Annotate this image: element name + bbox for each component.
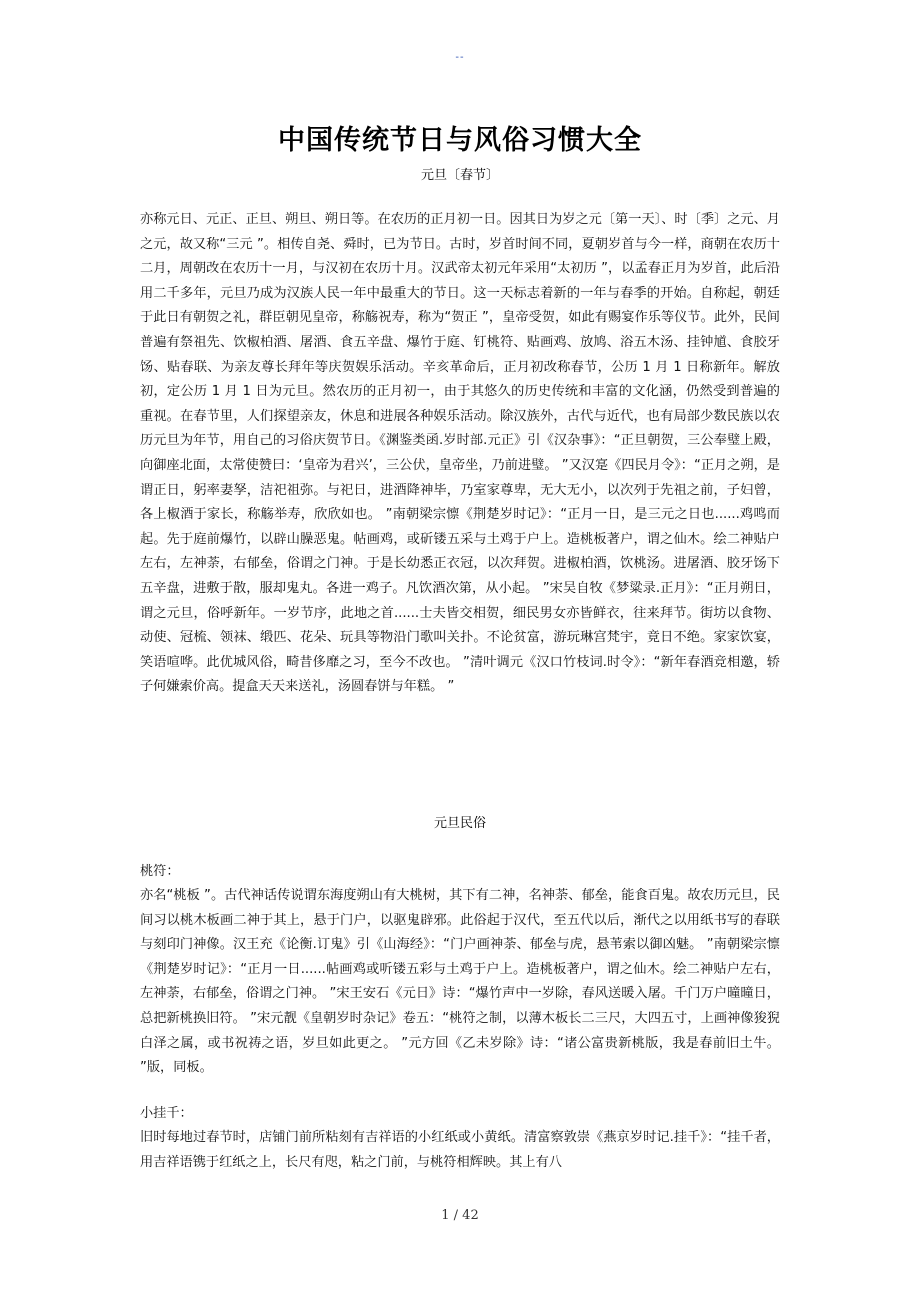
taofu-paragraph: 亦名“桃板 ”。古代神话传说谓东海度朔山有大桃树，其下有二神，名神荼、郁垒，能食百鬼。故农历元旦，民间习以桃木板画二神于其上，悬于门户，以驱鬼辟邪。此俗起于汉代，至五代以后，渐代之以用纸书写的春联与刻印门神像。汉王充《论衡.订鬼》引《山海经》：“门户画神荼、郁垒与虎，悬苇索以御凶魅。 ”南朝梁宗懔《荆楚岁时记》：“正月一日......帖画鸡或听镂五彩与土鸡于户上。造桃板著户，谓之仙木。绘二神贴户左右，左神荼，右郁垒，俗谓之门神。 ”宋王安石《元日》诗：“爆竹声中一岁除，春风送暖入屠。千门万户曈曈日，总把新桃换旧符。 ”宋元靓《皇朝岁时杂记》卷五：“桃符之制，以薄木板长二三尺，大四五寸，上画神像狻猊白泽之属，或书祝祷之语，岁旦如此更之。 ”元方回《乙未岁除》诗：“诸公富贵新桃版，我是春前旧土牛。 ”版，同板。 [140,888,780,1076]
taofu-label: 桃符： [140,864,180,879]
guaqian-paragraph: 旧时每地过春节时，店铺门前所粘刻有吉祥语的小红纸或小黄纸。清富察敦崇《燕京岁时记.挂千》：“挂千者，用吉祥语镌于红纸之上，长尺有咫，粘之门前，与桃符相辉映。其上有八 [140,1130,780,1170]
page-number: 1 / 42 [441,1208,479,1223]
document-subtitle: 元旦〔春节〕 [420,168,499,183]
guaqian-label: 小挂千： [140,1106,193,1121]
section-heading: 元旦民俗 [433,816,486,831]
document-title: 中国传统节日与风俗习惯大全 [278,125,642,156]
header-mark: -- [455,52,465,63]
intro-paragraph: 亦称元日、元正、正旦、朔旦、朔日等。在农历的正月初一日。因其日为岁之元〔第一天〕、时〔季〕之元、月之元，故又称“三元 ”。相传自尧、舜时，已为节日。古时，岁首时间不同，夏朝岁首与今一样，商朝在农历十二月，周朝改在农历十一月，与汉初在农历十月。汉武帝太初元年采用“太初历 ”，以孟春正月为岁首，此后沿用二千多年，元旦乃成为汉族人民一年中最重大的节日。这一天标志着新的一年与春季的开始。自称起，朝廷于此日有朝贺之礼，群臣朝见皇帝，称觞祝寿，称为“贺正 ”，皇帝受贺，如此有赐宴作乐等仪节。此外，民间普遍有祭祖先、饮椒柏酒、屠酒、食五辛盘、爆竹于庭、钉桃符、贴画鸡、放鸠、浴五木汤、挂钟馗、食胶牙饧、贴春联、为亲友尊长拜年等庆贺娱乐活动。辛亥革命后，正月初改称春节，公历 1 月 1 日称新年。解放初，定公历 1 月 1 日为元旦。然农历的正月初一，由于其悠久的历史传统和丰富的文化涵，仍然受到普遍的重视。在春节里，人们探望亲友，休息和进展各种娱乐活动。除汉族外，古代与近代，也有局部少数民族以农历元旦为年节，用自己的习俗庆贺节日。《渊鉴类函.岁时部.元正》引《汉杂事》：“正旦朝贺，三公奉璧上殿，向御座北面，太常使赞曰：‘皇帝为君兴’，三公伏，皇帝坐，乃前进璧。 ”又汉寔《四民月令》：“正月之朔，是谓正日，躬率妻孥，洁祀祖弥。与祀日，进酒降神毕，乃室家尊卑，无大无小，以次列于先祖之前，子妇曾，各上椒酒于家长，称觞举寿，欣欣如也。 ”南朝梁宗懔《荆楚岁时记》：“正月一日，是三元之日也......鸡鸣而起。先于庭前爆竹，以辟山臊恶鬼。帖画鸡，或斫镂五采与土鸡于户上。造桃板著户，谓之仙木。绘二神贴户左右，左神荼，右郁垒，俗谓之门神。于是长幼悉正衣冠，以次拜贺。进椒柏酒，饮桃汤。进屠酒、胶牙饧下五辛盘，进敷于散，服却鬼丸。各进一鸡子。凡饮酒次第，从小起。 ”宋吴自牧《梦粱录.正月》：“正月朔日，谓之元旦，俗呼新年。一岁节序，此地之首......士夫皆交相贺，细民男女亦皆鲜衣，往来拜节。街坊以食物、动使、冠梳、领袜、缎匹、花朵、玩具等物沿门歌叫关扑。不论贫富，游玩琳宫梵宇，竟日不绝。家家饮宴，笑语喧哗。此优城风俗，畸昔侈靡之习，至今不改也。 ”清叶调元《汉口竹枝词.时令》：“新年春酒竞相邀，轿子何嫌索价高。提盒天天来送礼，汤圆春饼与年糕。 ” [140,212,780,695]
